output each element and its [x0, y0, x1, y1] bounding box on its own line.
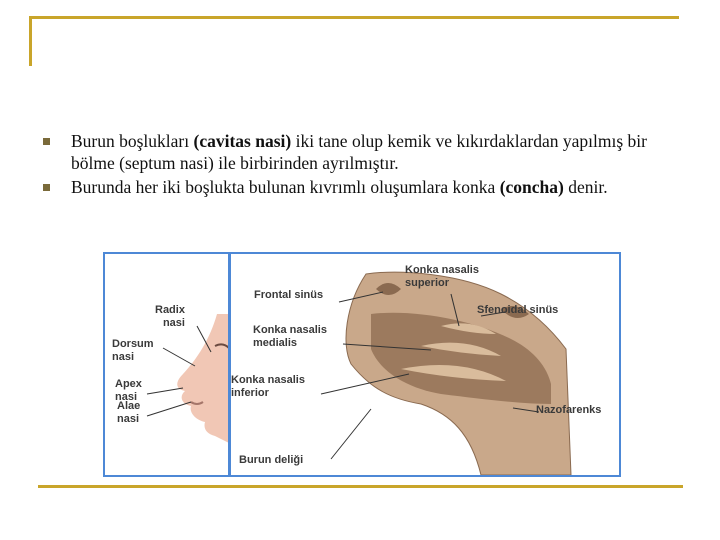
- pointer-dorsum: [163, 348, 195, 366]
- pointer-apex: [147, 388, 183, 394]
- label-radix-nasi: Radix nasi: [155, 304, 185, 329]
- bullet-item: [40, 130, 660, 174]
- pointer-alae: [147, 402, 191, 416]
- face-skin: [177, 314, 231, 444]
- term-bold: (cavitas nasi): [193, 131, 292, 151]
- label-burun-deligi: Burun deliği: [239, 454, 304, 466]
- label-konka-inferior: Konka nasalis inferior: [231, 374, 305, 399]
- term-bold: (concha): [499, 177, 564, 197]
- nasal-anatomy-figure: [103, 252, 621, 477]
- label-sfenoidal-sinus: Sfenoidal sinüs: [477, 304, 559, 316]
- label-dorsum-nasi: Dorsum nasi: [112, 338, 154, 363]
- bullet-item: [40, 176, 660, 198]
- label-alae-nasi: Alae nasi: [117, 400, 141, 425]
- bullet-text: Burunda her iki boşlukta bulunan kıvrımlı oluşumlara konka (concha) denir.: [71, 177, 608, 197]
- bottom-accent-line: [38, 485, 683, 488]
- label-apex-nasi: Apex nasi: [115, 378, 142, 403]
- left-accent-line: [29, 16, 32, 66]
- square-bullet-icon: [43, 184, 50, 191]
- label-konka-superior: Konka nasalis superior: [405, 264, 479, 289]
- bullet-text: Burun boşlukları (cavitas nasi) iki tane olup kemik ve kıkırdaklardan yapılmış bir bölme (septum nasi) ile birbirinden ayrılmıştır.: [71, 131, 647, 173]
- square-bullet-icon: [43, 138, 50, 145]
- nose-profile-illustration: [105, 254, 231, 475]
- top-accent-line: [29, 16, 679, 19]
- pointer-burun-deligi: [331, 409, 371, 459]
- label-nazofarenks: Nazofarenks: [536, 404, 602, 416]
- bullet-list: [40, 130, 660, 200]
- label-frontal-sinus: Frontal sinüs: [254, 289, 324, 301]
- label-konka-medialis: Konka nasalis medialis: [253, 324, 327, 349]
